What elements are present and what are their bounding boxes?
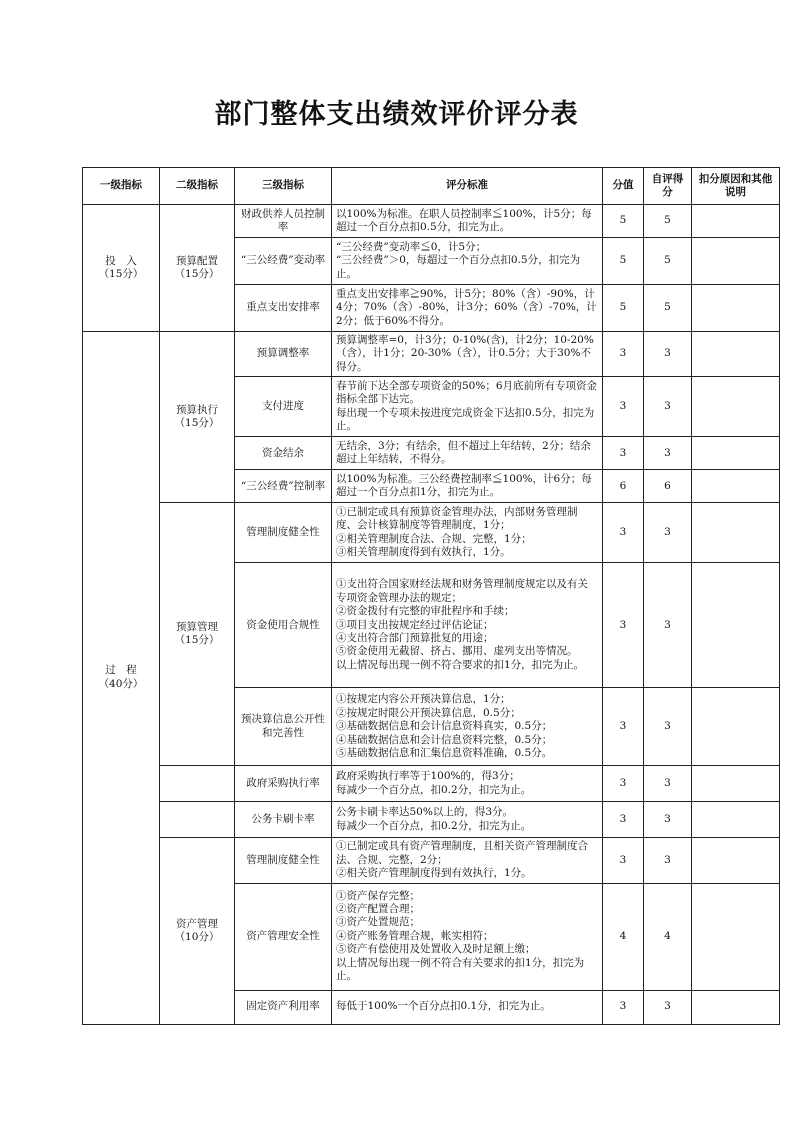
self-score-cell: 3 (644, 503, 692, 563)
table-row (83, 503, 780, 563)
score-cell: 4 (603, 883, 644, 990)
criteria-line: 每减少一个百分点，扣0.2分，扣完为止。 (336, 783, 532, 796)
header-deduction-notes: 扣分原因和其他说明 (692, 168, 780, 205)
self-score-cell: 3 (644, 838, 692, 883)
score-cell: 3 (603, 802, 644, 838)
indicator-cell: 公务卡刷卡率 (235, 802, 332, 838)
table-row (83, 838, 780, 883)
level2-name: 预算配置 (176, 254, 218, 267)
criteria-line: ④资产账务管理合规，帐实相符； (336, 929, 494, 942)
criteria-line: ⑤资金使用无截留、挤占、挪用、虚列支出等情况。 (336, 645, 578, 658)
deduction-notes-cell[interactable] (692, 238, 780, 285)
table-row (83, 205, 780, 238)
score-cell: 3 (603, 688, 644, 766)
criteria-line: ②相关管理制度合法、合规、完整，1分； (336, 532, 532, 545)
criteria-line: 重点支出安排率≧90%，计5分；80%（含）-90%，计4分；70%（含）-80%，计3分；60%（含）-70%，计2分；低于60%不得分。 (336, 287, 597, 327)
deduction-notes-cell[interactable] (692, 503, 780, 563)
deduction-notes-cell[interactable] (692, 332, 780, 377)
criteria-line: ③基础数据信息和会计信息资料真实，0.5分； (336, 720, 553, 733)
criteria-cell (332, 990, 603, 1024)
score-cell: 5 (603, 238, 644, 285)
criteria-line: ②资金拨付有完整的审批程序和手续； (336, 605, 515, 618)
table-header-row (83, 168, 780, 205)
self-score-cell: 5 (644, 238, 692, 285)
deduction-notes-cell[interactable] (692, 377, 780, 437)
criteria-line: ①资产保存完整； (336, 889, 420, 902)
self-score-cell: 3 (644, 437, 692, 470)
deduction-notes-cell[interactable] (692, 838, 780, 883)
criteria-line: 每低于100%一个百分点扣0.1分，扣完为止。 (336, 1000, 551, 1013)
criteria-line: ①已制定或具有预算资金管理办法，内部财务管理制度、会计核算制度等管理制度，1分； (336, 505, 578, 532)
score-cell: 3 (603, 377, 644, 437)
criteria-line: ④基础数据信息和会计信息资料完整，0.5分； (336, 733, 553, 746)
indicator-cell: 管理制度健全性 (235, 503, 332, 563)
deduction-notes-cell[interactable] (692, 883, 780, 990)
criteria-line: ④支出符合部门预算批复的用途； (336, 632, 494, 645)
score-cell: 3 (603, 766, 644, 802)
criteria-cell (332, 285, 603, 332)
level2-cell (160, 332, 235, 503)
indicator-cell: 支付进度 (235, 377, 332, 437)
criteria-cell (332, 377, 603, 437)
header-self-score: 自评得分 (644, 168, 692, 205)
deduction-notes-cell[interactable] (692, 437, 780, 470)
level2-cell (160, 766, 235, 802)
criteria-line: 春节前下达全部专项资金的50%；6月底前所有专项资金指标全部下达完。 (336, 379, 598, 406)
indicator-cell: 资金使用合规性 (235, 563, 332, 688)
self-score-cell: 3 (644, 766, 692, 802)
level1-cell (83, 332, 160, 1025)
level2-cell (160, 205, 235, 332)
level2-cell (160, 838, 235, 1024)
criteria-line: 以上情况每出现一例不符合要求的扣1分，扣完为止。 (336, 658, 585, 671)
score-cell: 3 (603, 563, 644, 688)
criteria-line: ①按规定内容公开预决算信息，1分； (336, 693, 511, 706)
criteria-line: ①已制定或具有资产管理制度，且相关资产管理制度合法、合规、完整，2分； (336, 840, 588, 866)
criteria-line: 以100%为标准。在职人员控制率≦100%，计5分；每超过一个百分点扣0.5分，扣完为止。 (336, 207, 592, 233)
self-score-cell: 5 (644, 205, 692, 238)
indicator-cell: “三公经费”变动率 (235, 238, 332, 285)
criteria-line: ②资产配置合理； (336, 903, 420, 916)
criteria-cell (332, 332, 603, 377)
criteria-line: 每出现一个专项未按进度完成资金下达扣0.5分，扣完为止。 (336, 406, 595, 433)
deduction-notes-cell[interactable] (692, 766, 780, 802)
indicator-cell: 重点支出安排率 (235, 285, 332, 332)
header-level3: 三级指标 (235, 168, 332, 205)
criteria-line: ①支出符合国家财经法规和财务管理制度规定以及有关专项资金管理办法的规定； (336, 578, 588, 604)
indicator-cell: 固定资产利用率 (235, 990, 332, 1024)
criteria-cell (332, 883, 603, 990)
criteria-line: ③项目支出按规定经过评估论证； (336, 618, 494, 631)
level2-points: （15分） (174, 417, 220, 430)
criteria-cell (332, 563, 603, 688)
header-criteria: 评分标准 (332, 168, 603, 205)
indicator-cell: 预决算信息公开性和完善性 (235, 688, 332, 766)
level1-cell (83, 205, 160, 332)
self-score-cell: 3 (644, 377, 692, 437)
self-score-cell: 3 (644, 688, 692, 766)
header-score: 分值 (603, 168, 644, 205)
deduction-notes-cell[interactable] (692, 990, 780, 1024)
self-score-cell: 3 (644, 990, 692, 1024)
criteria-line: “三公经费”＞0，每超过一个百分点扣0.5分，扣完为止。 (336, 254, 581, 280)
deduction-notes-cell[interactable] (692, 688, 780, 766)
deduction-notes-cell[interactable] (692, 802, 780, 838)
level1-points: （40分） (98, 677, 144, 690)
score-cell: 3 (603, 990, 644, 1024)
criteria-line: ③相关管理制度得到有效执行，1分。 (336, 546, 511, 559)
indicator-cell: 管理制度健全性 (235, 838, 332, 883)
criteria-line: 每减少一个百分点，扣0.2分，扣完为止。 (336, 819, 532, 832)
score-cell: 6 (603, 470, 644, 503)
self-score-cell: 3 (644, 332, 692, 377)
score-cell: 3 (603, 838, 644, 883)
level1-name: 过 程 (105, 664, 137, 677)
table-row (83, 802, 780, 838)
criteria-line: 以上情况每出现一例不符合有关要求的扣1分，扣完为止。 (336, 956, 585, 983)
deduction-notes-cell[interactable] (692, 205, 780, 238)
criteria-line: ②相关资产管理制度得到有效执行，1分。 (336, 867, 532, 880)
level2-name: 预算管理 (176, 620, 218, 633)
level2-points: （15分） (174, 268, 220, 280)
criteria-cell (332, 802, 603, 838)
criteria-cell (332, 470, 603, 503)
indicator-cell: 政府采购执行率 (235, 766, 332, 802)
indicator-cell: 财政供养人员控制率 (235, 205, 332, 238)
criteria-line: ③资产处置规范； (336, 916, 420, 929)
level2-cell (160, 503, 235, 766)
score-cell: 5 (603, 205, 644, 238)
criteria-line: 以100%为标准。三公经费控制率≦100%，计6分；每超过一个百分点扣1分，扣完为止。 (336, 472, 592, 499)
criteria-cell (332, 437, 603, 470)
level2-points: （10分） (174, 930, 220, 943)
self-score-cell: 4 (644, 883, 692, 990)
indicator-cell: 资金结余 (235, 437, 332, 470)
deduction-notes-cell[interactable] (692, 563, 780, 688)
criteria-cell (332, 688, 603, 766)
self-score-cell: 3 (644, 802, 692, 838)
criteria-line: 政府采购执行率等于100%的，得3分； (336, 770, 520, 783)
criteria-cell (332, 838, 603, 883)
table-row (83, 766, 780, 802)
criteria-line: 无结余，3分；有结余，但不超过上年结转，2分；结余超过上年结转，不得分。 (336, 439, 591, 466)
indicator-cell: 预算调整率 (235, 332, 332, 377)
deduction-notes-cell[interactable] (692, 285, 780, 332)
table-row (83, 332, 780, 377)
indicator-cell: 资产管理安全性 (235, 883, 332, 990)
criteria-line: ⑤基础数据信息和汇集信息资料准确，0.5分。 (336, 746, 553, 759)
level1-name: 投 入 (105, 254, 137, 267)
criteria-cell (332, 238, 603, 285)
deduction-notes-cell[interactable] (692, 470, 780, 503)
criteria-cell (332, 766, 603, 802)
score-cell: 5 (603, 285, 644, 332)
level1-points: （15分） (98, 268, 144, 280)
page-title: 部门整体支出绩效评价评分表 (214, 99, 579, 130)
score-table (82, 167, 780, 1025)
self-score-cell: 6 (644, 470, 692, 503)
header-level1: 一级指标 (83, 168, 160, 205)
criteria-line: ⑤资产有偿使用及处置收入及时足额上缴； (336, 943, 536, 956)
criteria-cell (332, 503, 603, 563)
level2-points: （15分） (174, 634, 220, 647)
self-score-cell: 5 (644, 285, 692, 332)
level2-name: 预算执行 (176, 403, 218, 416)
score-cell: 3 (603, 437, 644, 470)
score-cell: 3 (603, 503, 644, 563)
criteria-line: 公务卡刷卡率达50%以上的，得3分。 (336, 806, 514, 819)
criteria-line: 预算调整率=0，计3分；0-10%(含)，计2分；10-20%（含），计1分；20-30%（含），计0.5分；大于30%不得分。 (336, 334, 594, 373)
criteria-line: ②按规定时限公开预决算信息，0.5分； (336, 706, 521, 719)
header-level2: 二级指标 (160, 168, 235, 205)
self-score-cell: 3 (644, 563, 692, 688)
criteria-cell (332, 205, 603, 238)
level2-name: 资产管理 (176, 917, 218, 930)
score-cell: 3 (603, 332, 644, 377)
criteria-line: “三公经费”变动率≦0，计5分； (336, 240, 487, 253)
indicator-cell: “三公经费”控制率 (235, 470, 332, 503)
level2-cell (160, 802, 235, 838)
